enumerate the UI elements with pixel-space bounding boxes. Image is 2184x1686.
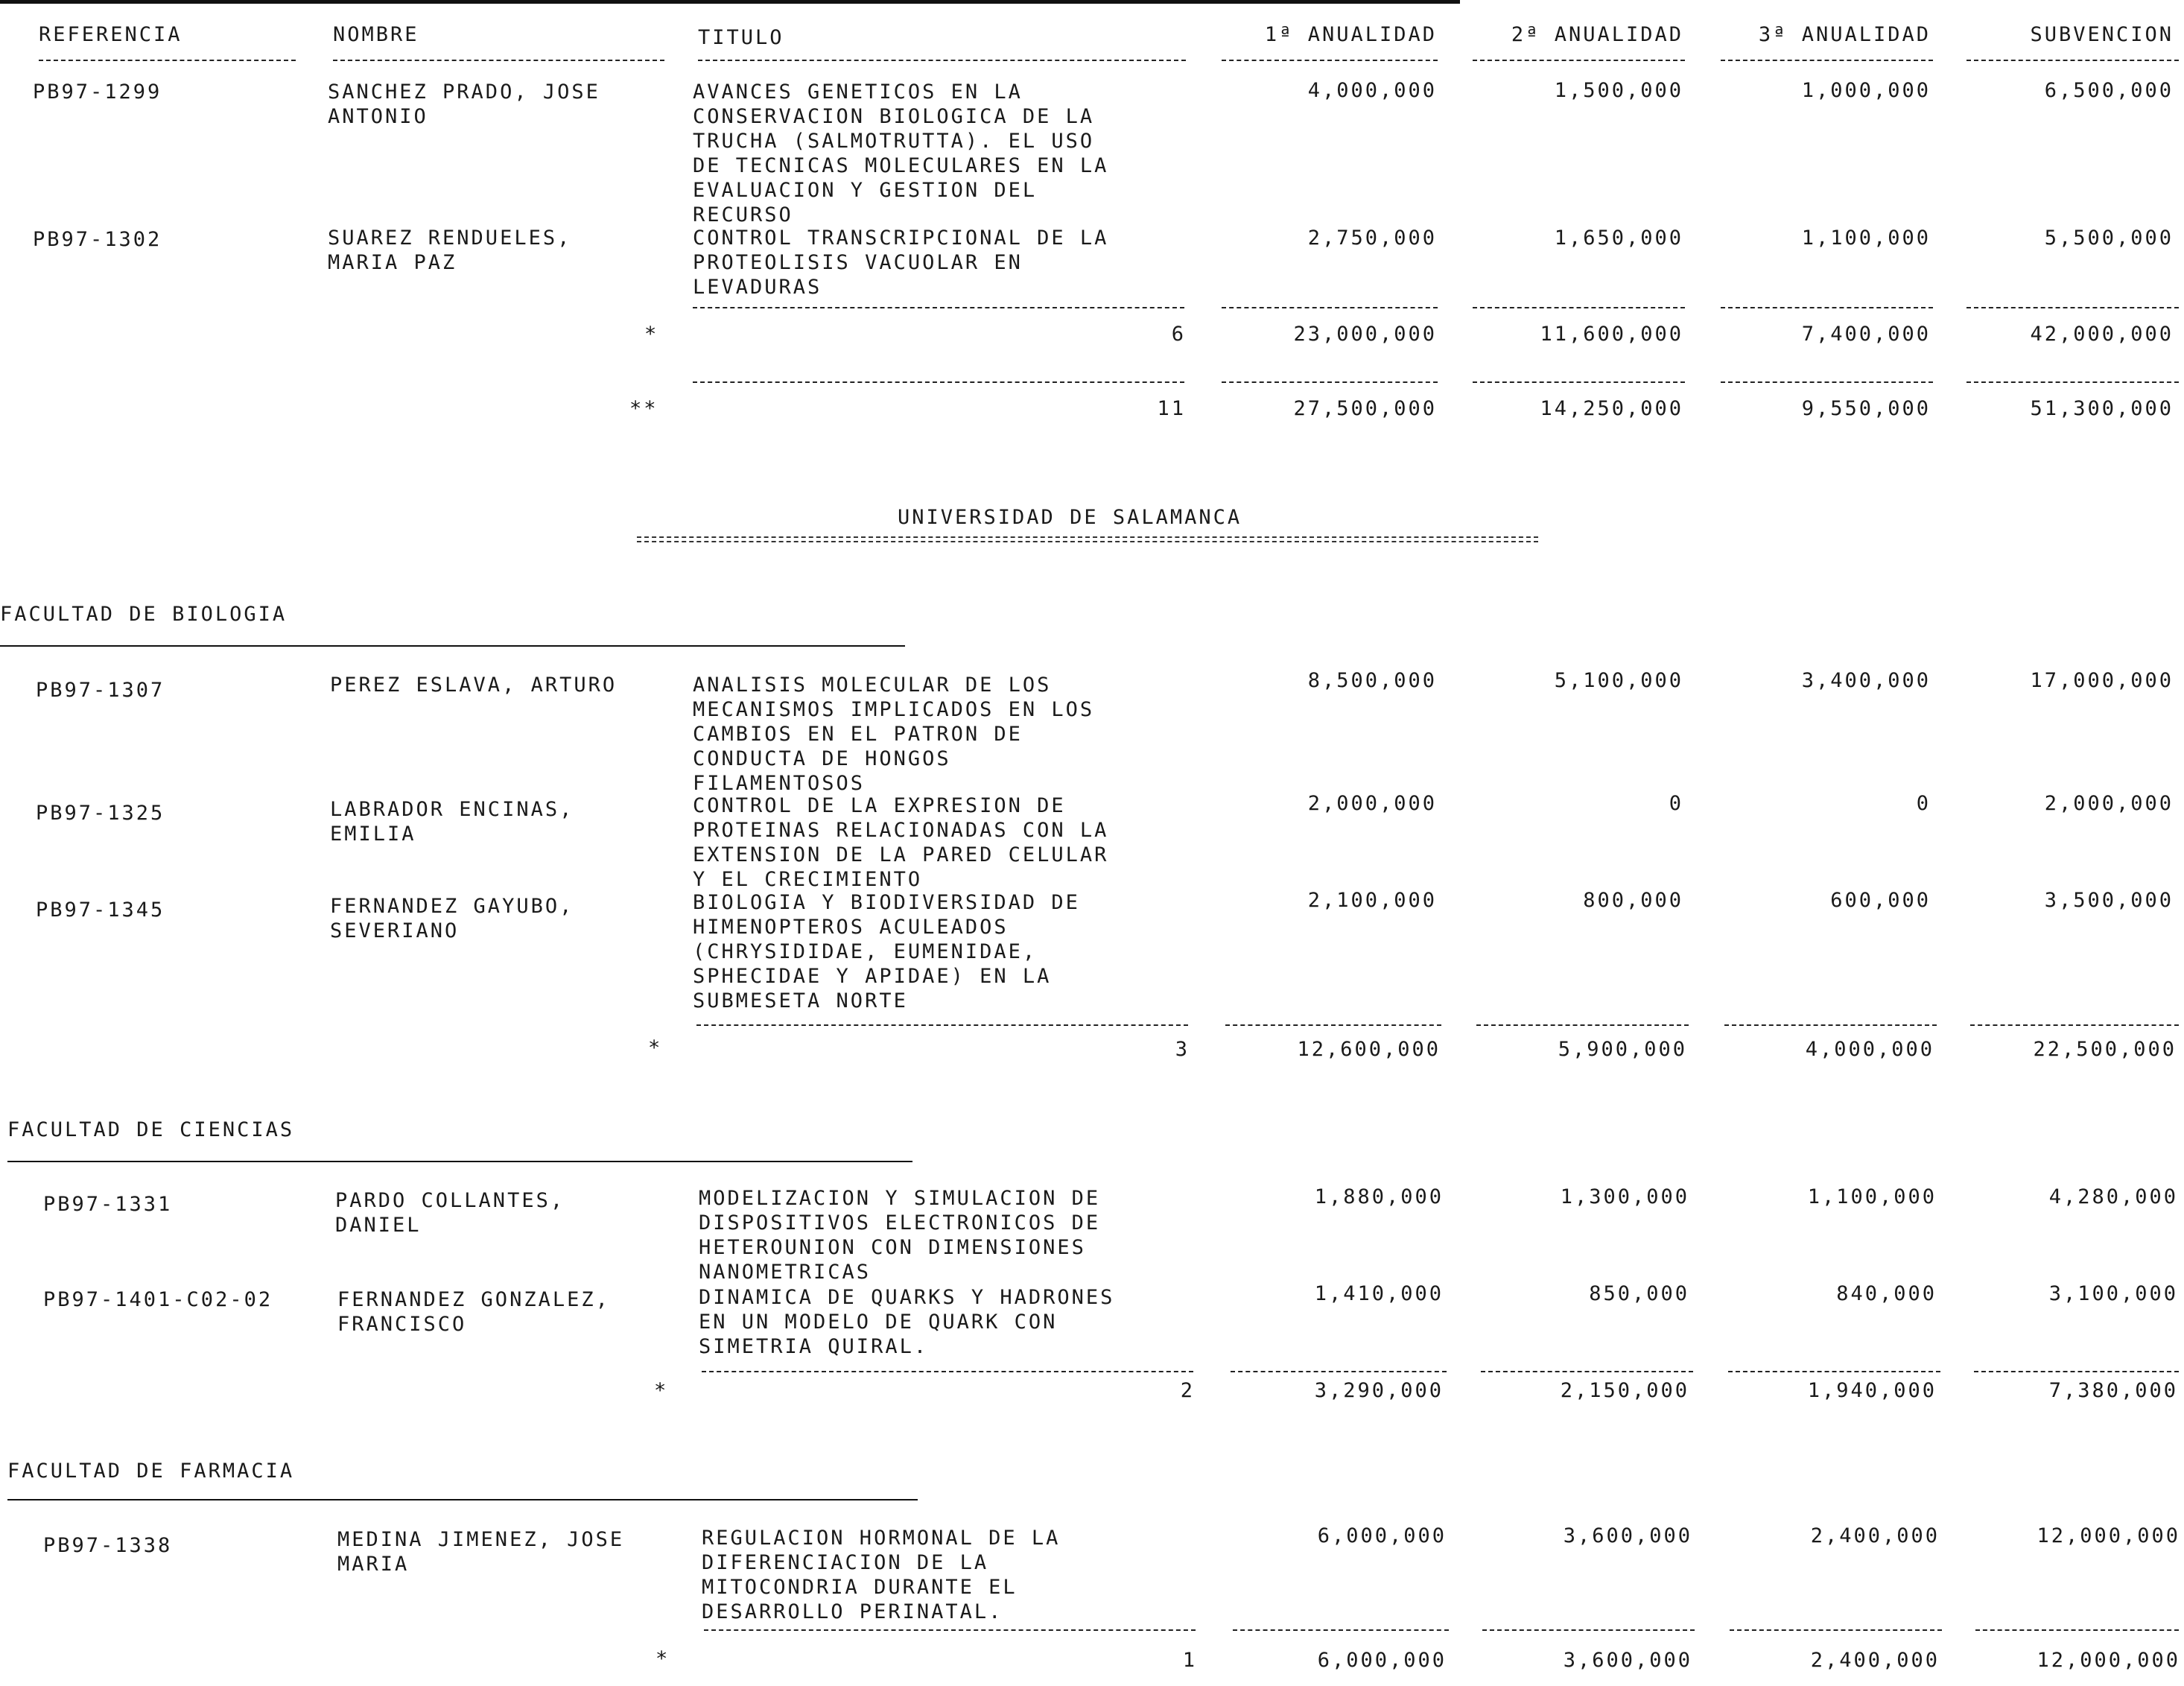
subtotal-anualidad-1: 12,600,000: [1297, 1038, 1441, 1061]
subtotal-marker: *: [648, 1036, 663, 1059]
row-anualidad-3: 1,100,000: [1807, 1185, 1937, 1208]
subtotal-anualidad-2: 11,600,000: [1540, 323, 1683, 346]
row-anualidad-3: 1,100,000: [1801, 226, 1931, 250]
subtotal-subvencion: 22,500,000: [2033, 1038, 2177, 1061]
row-nombre: FERNANDEZ GONZALEZ, FRANCISCO: [337, 1288, 610, 1336]
subtotal-count: 1: [1182, 1649, 1197, 1672]
subtotal-rule: [1728, 1371, 1940, 1372]
row-anualidad-2: 1,300,000: [1560, 1185, 1689, 1208]
header-anualidad-1: 1ª ANUALIDAD: [1264, 23, 1437, 46]
subtotal-anualidad-1: 6,000,000: [1317, 1649, 1447, 1672]
header-subvencion: SUBVENCION: [2030, 23, 2174, 46]
university-heading: UNIVERSIDAD DE SALAMANCA: [898, 506, 1242, 529]
section-underline: [7, 1499, 918, 1500]
subtotal-rule: [1231, 1371, 1447, 1372]
row-titulo: REGULACION HORMONAL DE LA DIFERENCIACION DE LA MITOCONDRIA DURANTE EL DESARROLLO PERINATAL.: [702, 1527, 1061, 1623]
row-anualidad-3: 840,000: [1836, 1282, 1937, 1305]
section-heading: FACULTAD DE BIOLOGIA: [0, 603, 288, 626]
grand-total-marker: **: [629, 397, 658, 420]
subtotal-anualidad-2: 3,600,000: [1563, 1649, 1692, 1672]
header-underline: [1721, 60, 1933, 61]
subtotal-rule: [1975, 1629, 2179, 1631]
subtotal-rule: [1481, 1371, 1693, 1372]
top-rule: [0, 0, 1460, 4]
row-titulo: CONTROL TRANSCRIPCIONAL DE LA PROTEOLISIS VACUOLAR EN LEVADURAS: [693, 226, 1109, 299]
section-underline: [7, 1161, 912, 1162]
row-anualidad-2: 800,000: [1583, 889, 1683, 912]
subtotal-rule: [1473, 307, 1685, 308]
subtotal-marker: *: [644, 323, 659, 346]
subtotal-anualidad-1: 3,290,000: [1314, 1379, 1444, 1402]
subtotal-count: 6: [1171, 323, 1186, 346]
header-underline: [698, 60, 1186, 61]
subtotal-rule: [1730, 1629, 1942, 1631]
subtotal-rule: [1225, 1024, 1441, 1026]
subtotal-rule: [1966, 307, 2179, 308]
row-anualidad-2: 850,000: [1589, 1282, 1689, 1305]
row-anualidad-2: 3,600,000: [1563, 1524, 1692, 1547]
header-underline: [1966, 60, 2179, 61]
grand-total-rule: [1222, 381, 1438, 383]
subtotal-rule: [1222, 307, 1438, 308]
row-subvencion: 2,000,000: [2044, 792, 2174, 815]
subtotal-anualidad-3: 7,400,000: [1801, 323, 1931, 346]
row-referencia: PB97-1307: [36, 679, 165, 702]
row-titulo: CONTROL DE LA EXPRESION DE PROTEINAS RELACIONADAS CON LA EXTENSION DE LA PARED CELULAR Y EL CRECIMIENTO: [693, 794, 1109, 891]
row-subvencion: 5,500,000: [2044, 226, 2174, 250]
grand-total-anualidad-3: 9,550,000: [1801, 397, 1931, 420]
subtotal-anualidad-2: 5,900,000: [1558, 1038, 1687, 1061]
row-anualidad-1: 8,500,000: [1307, 669, 1437, 692]
subtotal-rule: [704, 1629, 1196, 1631]
row-nombre: PEREZ ESLAVA, ARTURO: [330, 674, 618, 697]
header-underline: [1473, 60, 1685, 61]
header-underline: [39, 60, 296, 61]
row-nombre: FERNANDEZ GAYUBO, SEVERIANO: [330, 895, 574, 942]
grand-total-rule: [1966, 381, 2179, 383]
row-titulo: MODELIZACION Y SIMULACION DE DISPOSITIVOS ELECTRONICOS DE HETEROUNION CON DIMENSIONES NANOMETRICAS: [699, 1187, 1101, 1284]
subtotal-rule: [693, 307, 1184, 308]
row-anualidad-1: 4,000,000: [1307, 79, 1437, 102]
row-anualidad-1: 2,000,000: [1307, 792, 1437, 815]
subtotal-rule: [1233, 1629, 1449, 1631]
header-nombre: NOMBRE: [333, 23, 419, 46]
row-referencia: PB97-1325: [36, 802, 165, 825]
subtotal-rule: [1970, 1024, 2179, 1026]
grand-total-anualidad-2: 14,250,000: [1540, 397, 1683, 420]
row-referencia: PB97-1331: [43, 1193, 173, 1216]
grand-total-count: 11: [1157, 397, 1186, 420]
row-referencia: PB97-1299: [33, 80, 162, 104]
row-anualidad-1: 1,410,000: [1314, 1282, 1444, 1305]
subtotal-rule: [1482, 1629, 1695, 1631]
row-anualidad-3: 1,000,000: [1801, 79, 1931, 102]
subtotal-rule: [1476, 1024, 1689, 1026]
row-titulo: DINAMICA DE QUARKS Y HADRONES EN UN MODELO DE QUARK CON SIMETRIA QUIRAL.: [699, 1286, 1115, 1358]
header-anualidad-2: 2ª ANUALIDAD: [1511, 23, 1683, 46]
subtotal-anualidad-3: 4,000,000: [1805, 1038, 1934, 1061]
subtotal-anualidad-3: 1,940,000: [1807, 1379, 1937, 1402]
subtotal-rule: [702, 1371, 1193, 1372]
row-nombre: PARDO COLLANTES, DANIEL: [335, 1189, 565, 1237]
row-titulo: AVANCES GENETICOS EN LA CONSERVACION BIOLOGICA DE LA TRUCHA (SALMOTRUTTA). EL USO DE TECNICAS MOLECULARES EN LA EVALUACION Y GESTION DEL RECURSO: [693, 80, 1109, 226]
row-subvencion: 6,500,000: [2044, 79, 2174, 102]
grand-total-rule: [693, 381, 1184, 383]
row-subvencion: 17,000,000: [2030, 669, 2174, 692]
subtotal-anualidad-1: 23,000,000: [1293, 323, 1437, 346]
row-referencia: PB97-1302: [33, 228, 162, 251]
subtotal-count: 3: [1175, 1038, 1190, 1061]
row-referencia: PB97-1345: [36, 899, 165, 922]
row-nombre: MEDINA JIMENEZ, JOSE MARIA: [337, 1528, 625, 1576]
subtotal-subvencion: 42,000,000: [2030, 323, 2174, 346]
row-titulo: BIOLOGIA Y BIODIVERSIDAD DE HIMENOPTEROS ACULEADOS (CHRYSIDIDAE, EUMENIDAE, SPHECIDAE Y APIDAE) EN LA SUBMESETA NORTE: [693, 891, 1080, 1012]
row-nombre: SANCHEZ PRADO, JOSE ANTONIO: [328, 80, 600, 128]
university-underline: [637, 536, 1538, 542]
row-anualidad-1: 2,750,000: [1307, 226, 1437, 250]
subtotal-rule: [696, 1024, 1188, 1026]
subtotal-anualidad-2: 2,150,000: [1560, 1379, 1689, 1402]
grand-total-rule: [1721, 381, 1933, 383]
subtotal-count: 2: [1180, 1379, 1195, 1402]
row-referencia: PB97-1401-C02-02: [43, 1288, 273, 1311]
subtotal-marker: *: [655, 1647, 670, 1670]
row-referencia: PB97-1338: [43, 1534, 173, 1557]
row-anualidad-1: 6,000,000: [1317, 1524, 1447, 1547]
subtotal-subvencion: 12,000,000: [2037, 1649, 2180, 1672]
row-nombre: SUAREZ RENDUELES, MARIA PAZ: [328, 226, 572, 274]
row-anualidad-1: 2,100,000: [1307, 889, 1437, 912]
row-nombre: LABRADOR ENCINAS, EMILIA: [330, 798, 574, 846]
subtotal-subvencion: 7,380,000: [2048, 1379, 2178, 1402]
row-anualidad-2: 1,650,000: [1554, 226, 1683, 250]
grand-total-anualidad-1: 27,500,000: [1293, 397, 1437, 420]
header-underline: [1222, 60, 1438, 61]
row-subvencion: 3,500,000: [2044, 889, 2174, 912]
row-anualidad-2: 5,100,000: [1554, 669, 1683, 692]
header-underline: [333, 60, 664, 61]
row-anualidad-2: 0: [1669, 792, 1683, 815]
subtotal-anualidad-3: 2,400,000: [1810, 1649, 1940, 1672]
row-anualidad-1: 1,880,000: [1314, 1185, 1444, 1208]
subtotal-rule: [1724, 1024, 1937, 1026]
header-anualidad-3: 3ª ANUALIDAD: [1758, 23, 1931, 46]
row-anualidad-3: 600,000: [1830, 889, 1931, 912]
subtotal-marker: *: [654, 1379, 669, 1402]
section-underline: [0, 645, 905, 647]
row-anualidad-3: 2,400,000: [1810, 1524, 1940, 1547]
row-subvencion: 3,100,000: [2048, 1282, 2178, 1305]
row-subvencion: 12,000,000: [2037, 1524, 2180, 1547]
header-titulo: TITULO: [698, 26, 784, 49]
row-anualidad-3: 3,400,000: [1801, 669, 1931, 692]
subtotal-rule: [1974, 1371, 2179, 1372]
section-heading: FACULTAD DE CIENCIAS: [7, 1118, 295, 1141]
grand-total-subvencion: 51,300,000: [2030, 397, 2174, 420]
row-anualidad-2: 1,500,000: [1554, 79, 1683, 102]
grand-total-rule: [1473, 381, 1685, 383]
row-titulo: ANALISIS MOLECULAR DE LOS MECANISMOS IMPLICADOS EN LOS CAMBIOS EN EL PATRON DE CONDUCTA DE HONGOS FILAMENTOSOS: [693, 674, 1095, 795]
row-anualidad-3: 0: [1916, 792, 1931, 815]
row-subvencion: 4,280,000: [2048, 1185, 2178, 1208]
subtotal-rule: [1721, 307, 1933, 308]
header-referencia: REFERENCIA: [39, 23, 182, 46]
section-heading: FACULTAD DE FARMACIA: [7, 1460, 295, 1483]
